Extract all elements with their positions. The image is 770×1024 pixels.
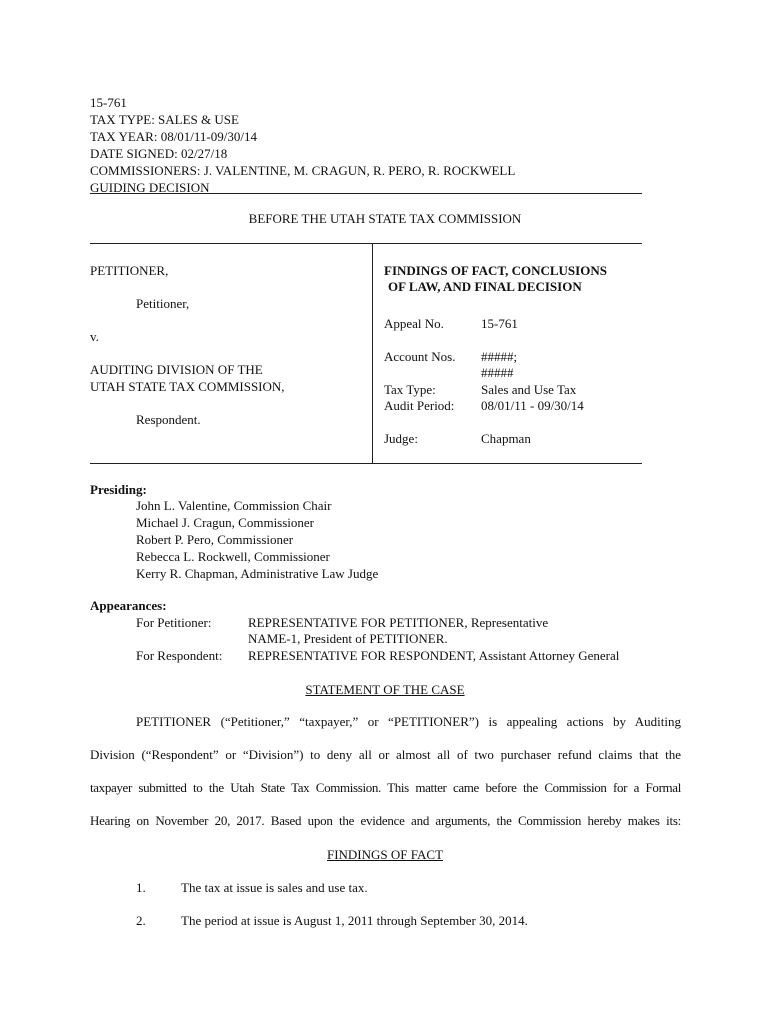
caption-respondent-line1: AUDITING DIVISION OF THE [90,362,263,377]
for-petitioner-line1: REPRESENTATIVE FOR PETITIONER, Representative [248,615,549,630]
account-value-1: #####; [481,349,518,364]
presiding-member: Kerry R. Chapman, Administrative Law Judge [136,566,379,581]
document-title-line1: FINDINGS OF FACT, CONCLUSIONS [384,263,607,278]
presiding-list [136,497,378,582]
caption-petitioner-role: Petitioner, [136,296,190,311]
statement-line: taxpayer submitted to the Utah State Tax Commission. This matter came before the Commission for a Formal [90,780,681,795]
judge-label: Judge: [384,431,418,446]
presiding-member: Michael J. Cragun, Commissioner [136,515,315,530]
tax-year-line: TAX YEAR: 08/01/11-09/30/14 [90,129,257,144]
account-value-2: ##### [481,365,514,380]
for-petitioner-label: For Petitioner: [136,615,212,630]
case-number: 15-761 [90,95,127,110]
caption-respondent-role: Respondent. [136,412,201,427]
for-respondent-value: REPRESENTATIVE FOR RESPONDENT, Assistant Attorney General [248,648,620,663]
audit-period-value: 08/01/11 - 09/30/14 [481,398,584,413]
statement-line: Hearing on November 20, 2017. Based upon the evidence and arguments, the Commission hereby makes its: [90,813,681,828]
caption-respondent-line2: UTAH STATE TAX COMMISSION, [90,379,285,394]
document-title-line2: OF LAW, AND FINAL DECISION [388,279,582,294]
court-title: BEFORE THE UTAH STATE TAX COMMISSION [248,211,522,226]
caption-bottom-divider [90,463,642,464]
caption-versus: v. [90,329,99,344]
account-label: Account Nos. [384,349,456,364]
date-signed-line: DATE SIGNED: 02/27/18 [90,146,228,161]
for-petitioner-line2: NAME-1, President of PETITIONER. [248,631,448,646]
appeal-label: Appeal No. [384,316,444,331]
presiding-member: Robert P. Pero, Commissioner [136,532,294,547]
document-header [90,94,650,196]
tax-type-label: Tax Type: [384,382,436,397]
appearances-heading: Appearances: [90,598,167,613]
appeal-value: 15-761 [481,316,518,331]
statement-line: PETITIONER (“Petitioner,” “taxpayer,” or “PETITIONER”) is appealing actions by Auditing [136,714,681,729]
presiding-heading: Presiding: [90,482,147,497]
audit-period-label: Audit Period: [384,398,455,413]
finding-text: The tax at issue is sales and use tax. [181,880,368,895]
header-divider [90,193,642,194]
findings-heading: FINDINGS OF FACT [326,847,444,862]
tax-type-value: Sales and Use Tax [481,382,577,397]
judge-value: Chapman [481,431,531,446]
tax-type-line: TAX TYPE: SALES & USE [90,112,239,127]
decision-type-line: GUIDING DECISION [90,180,210,195]
caption-vertical-divider [372,243,373,463]
finding-number: 2. [136,913,146,928]
caption-top-divider [90,243,642,244]
finding-text: The period at issue is August 1, 2011 through September 30, 2014. [181,913,528,928]
for-respondent-label: For Respondent: [136,648,223,663]
commissioners-line: COMMISSIONERS: J. VALENTINE, M. CRAGUN, R. PERO, R. ROCKWELL [90,163,516,178]
statement-line: Division (“Respondent” or “Division”) to deny all or almost all of two purchaser refund claims that the [90,747,681,762]
presiding-member: John L. Valentine, Commission Chair [136,498,332,513]
finding-number: 1. [136,880,146,895]
presiding-member: Rebecca L. Rockwell, Commissioner [136,549,330,564]
statement-heading: STATEMENT OF THE CASE [305,682,465,697]
caption-petitioner: PETITIONER, [90,263,169,278]
